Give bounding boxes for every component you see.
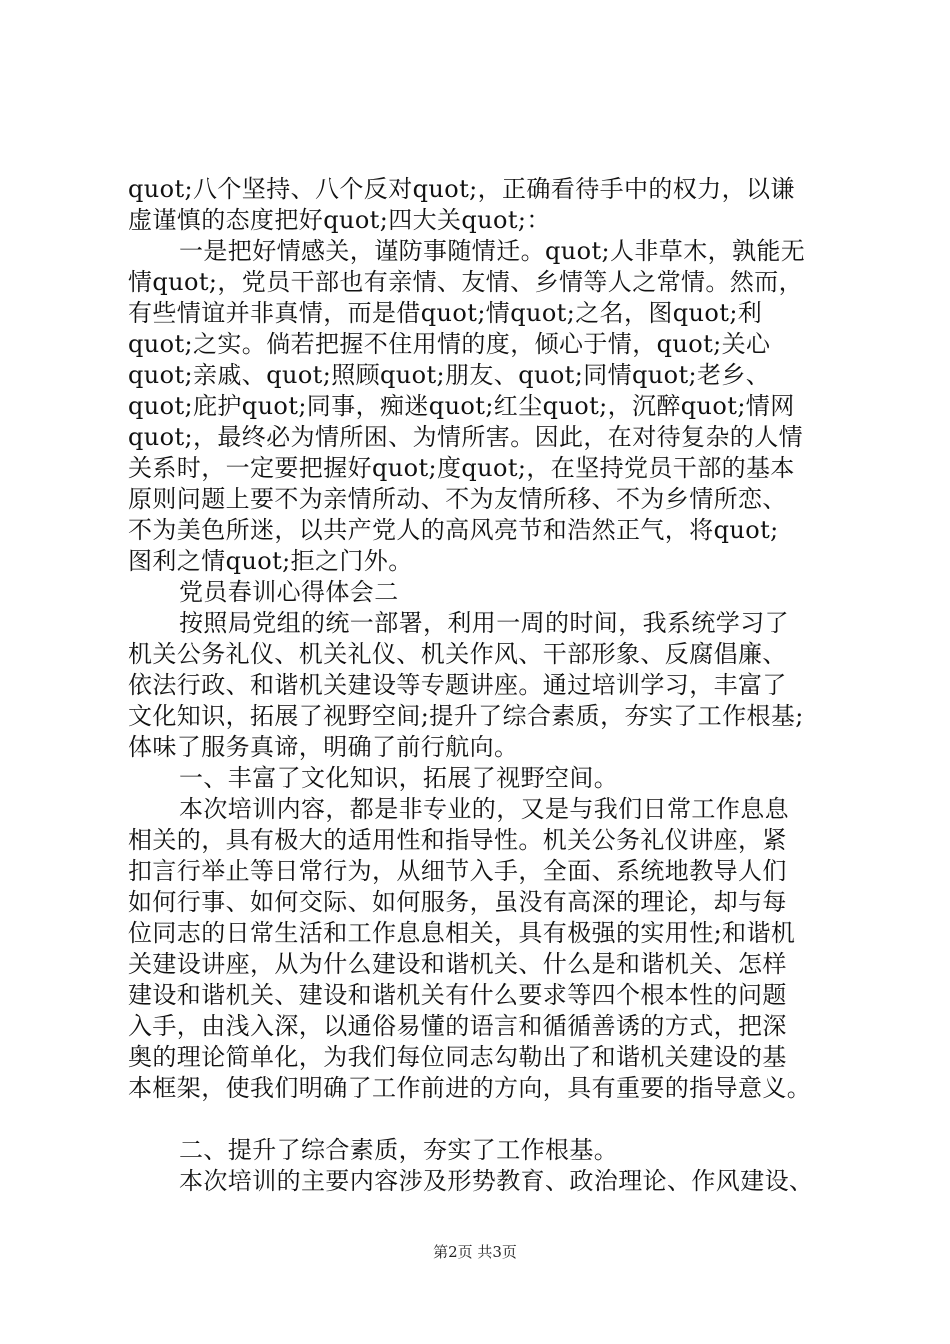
- paragraph-start: 本次培训的主要内容涉及形势教育、政治理论、作风建设、: [179, 1167, 814, 1195]
- paragraph-start: 按照局党组的统一部署，利用一周的时间，我系统学习了: [179, 609, 789, 637]
- text-line: quot;庇护quot;同事，痴迷quot;红尘quot;，沉醉quot;情网: [128, 392, 795, 420]
- text-line: 位同志的日常生活和工作息息相关，具有极强的实用性;和谐机: [128, 919, 796, 947]
- paragraph-start: 一是把好情感关，谨防事随情迁。quot;人非草木，孰能无: [179, 237, 806, 265]
- blank-line: [128, 1104, 850, 1135]
- text-line: 原则问题上要不为亲情所动、不为友情所移、不为乡情所恋、: [128, 485, 787, 513]
- text-line: quot;，最终必为情所困、为情所害。因此，在对待复杂的人情: [128, 423, 803, 451]
- page-number: 第2页 共3页: [433, 1243, 517, 1261]
- text-line: 体味了服务真谛，明确了前行航向。: [128, 733, 519, 761]
- text-line: 奥的理论简单化，为我们每位同志勾勒出了和谐机关建设的基: [128, 1043, 787, 1071]
- text-line: 依法行政、和谐机关建设等专题讲座。通过培训学习，丰富了: [128, 671, 787, 699]
- text-line: quot;八个坚持、八个反对quot;，正确看待手中的权力，以谦: [128, 175, 795, 203]
- text-line: 关建设讲座，从为什么建设和谐机关、什么是和谐机关、怎样: [128, 950, 787, 978]
- text-line: 不为美色所迷，以共产党人的高风亮节和浩然正气，将quot;: [128, 516, 779, 544]
- text-line: 如何行事、如何交际、如何服务，虽没有高深的理论，却与每: [128, 888, 787, 916]
- text-line: 相关的，具有极大的适用性和指导性。机关公务礼仪讲座，紧: [128, 826, 787, 854]
- text-line: 扣言行举止等日常行为，从细节入手，全面、系统地教导人们: [128, 857, 787, 885]
- text-line: quot;亲戚、quot;照顾quot;朋友、quot;同情quot;老乡、: [128, 361, 771, 389]
- text-line: 本框架，使我们明确了工作前进的方向，具有重要的指导意义。: [128, 1074, 812, 1102]
- text-line: 有些情谊并非真情，而是借quot;情quot;之名，图quot;利: [128, 299, 763, 327]
- text-line: 图利之情quot;拒之门外。: [128, 547, 413, 575]
- text-line: 文化知识，拓展了视野空间;提升了综合素质，夯实了工作根基;: [128, 702, 804, 730]
- text-line: 入手，由浅入深，以通俗易懂的语言和循循善诱的方式，把深: [128, 1012, 787, 1040]
- text-line: quot;之实。倘若把握不住用情的度，倾心于情，quot;关心: [128, 330, 771, 358]
- text-line: 机关公务礼仪、机关礼仪、机关作风、干部形象、反腐倡廉、: [128, 640, 787, 668]
- document-body: [128, 174, 850, 1197]
- text-line: 关系时，一定要把握好quot;度quot;，在坚持党员干部的基本: [128, 454, 795, 482]
- text-line: 情quot;，党员干部也有亲情、友情、乡情等人之常情。然而，: [128, 268, 803, 296]
- paragraph-start: 本次培训内容，都是非专业的，又是与我们日常工作息息: [179, 795, 789, 823]
- subheading: 一、丰富了文化知识，拓展了视野空间。: [179, 764, 619, 792]
- section-heading: 党员春训心得体会二: [179, 578, 399, 606]
- subheading: 二、提升了综合素质，夯实了工作根基。: [179, 1136, 619, 1164]
- text-line: 虚谨慎的态度把好quot;四大关quot;：: [128, 206, 551, 234]
- text-line: 建设和谐机关、建设和谐机关有什么要求等四个根本性的问题: [128, 981, 787, 1009]
